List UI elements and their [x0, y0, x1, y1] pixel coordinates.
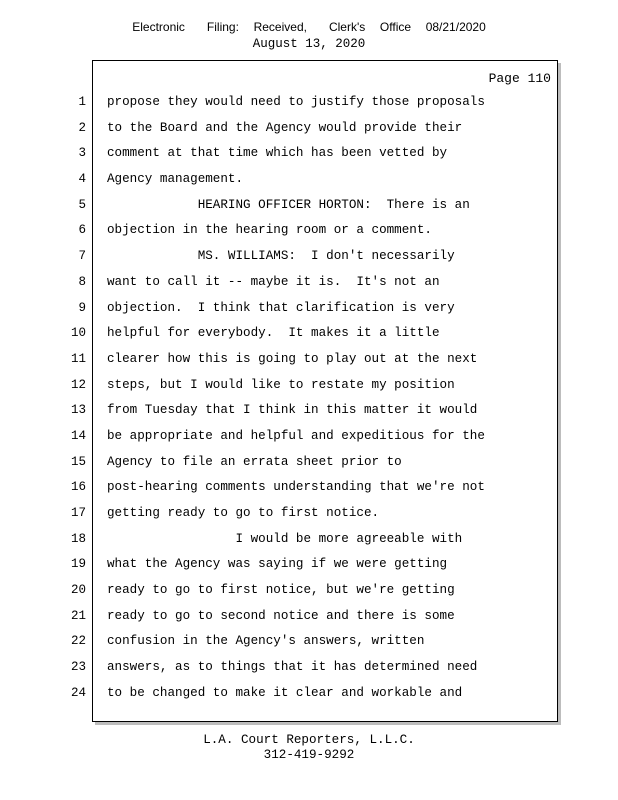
- line-number-column: [60, 90, 86, 707]
- line-number: 6: [78, 223, 86, 238]
- line-number: 12: [70, 377, 86, 392]
- transcript-line: MS. WILLIAMS: I don't necessarily: [107, 249, 455, 264]
- line-number: 15: [70, 454, 86, 469]
- transcript-line: Agency management.: [107, 172, 244, 187]
- line-number: 20: [70, 583, 86, 598]
- line-number: 22: [70, 634, 86, 649]
- transcript-line: to the Board and the Agency would provide their: [107, 120, 463, 135]
- transcript-line: comment at that time which has been vetted by: [107, 146, 448, 161]
- transcript-line: be appropriate and helpful and expeditious for the: [107, 428, 485, 443]
- transcript-line: to be changed to make it clear and workable and: [107, 685, 463, 700]
- transcript-line: HEARING OFFICER HORTON: There is an: [107, 197, 470, 212]
- transcript-line: from Tuesday that I think in this matter it would: [107, 403, 478, 418]
- line-number: 9: [78, 300, 86, 315]
- transcript-line: what the Agency was saying if we were getting: [107, 557, 448, 572]
- line-number: 7: [78, 249, 86, 264]
- transcript-line: steps, but I would like to restate my position: [107, 377, 455, 392]
- transcript-line: clearer how this is going to play out at the next: [107, 351, 478, 366]
- transcript-line: ready to go to second notice and there is some: [107, 608, 455, 623]
- line-number: 3: [78, 146, 86, 161]
- transcript-line: helpful for everybody. It makes it a little: [107, 326, 440, 341]
- transcript-line: objection in the hearing room or a comment.: [107, 223, 432, 238]
- transcript-line: answers, as to things that it has determined need: [107, 660, 478, 675]
- line-number: 17: [70, 506, 86, 520]
- transcript-line: post-hearing comments understanding that we're not: [107, 480, 485, 495]
- line-number: 11: [70, 351, 86, 366]
- reporter-company: L.A. Court Reporters, L.L.C.: [203, 733, 415, 747]
- filing-stamp: Electronic Filing: Received, Clerk's Office 08/21/2020: [132, 20, 486, 34]
- transcript-text: [107, 90, 547, 707]
- page-number: Page 110: [488, 71, 551, 86]
- transcript-line: ready to go to first notice, but we're getting: [107, 583, 455, 598]
- line-number: 16: [70, 480, 86, 495]
- line-number: 1: [78, 95, 86, 109]
- line-number: 2: [78, 120, 86, 135]
- hearing-date: August 13, 2020: [252, 37, 366, 51]
- line-number: 10: [70, 326, 86, 341]
- transcript-line: getting ready to go to first notice.: [107, 506, 380, 520]
- line-number: 4: [78, 172, 86, 187]
- line-number: 18: [70, 531, 86, 546]
- transcript-line: propose they would need to justify those proposals: [107, 95, 485, 109]
- transcript-line: I would be more agreeable with: [107, 531, 463, 546]
- line-number: 24: [70, 685, 86, 700]
- line-number: 13: [70, 403, 86, 418]
- reporter-phone: 312-419-9292: [263, 748, 355, 762]
- transcript-line: want to call it -- maybe it is. It's not an: [107, 274, 440, 289]
- line-number: 8: [78, 274, 86, 289]
- reporter-footer: [0, 733, 618, 763]
- line-number: 19: [70, 557, 86, 572]
- transcript-line: objection. I think that clarification is very: [107, 300, 455, 315]
- line-number: 23: [70, 660, 86, 675]
- line-number: 21: [70, 608, 86, 623]
- transcript-line: Agency to file an errata sheet prior to: [107, 454, 402, 469]
- line-number: 5: [78, 197, 86, 212]
- transcript-line: confusion in the Agency's answers, written: [107, 634, 425, 649]
- line-number: 14: [70, 428, 86, 443]
